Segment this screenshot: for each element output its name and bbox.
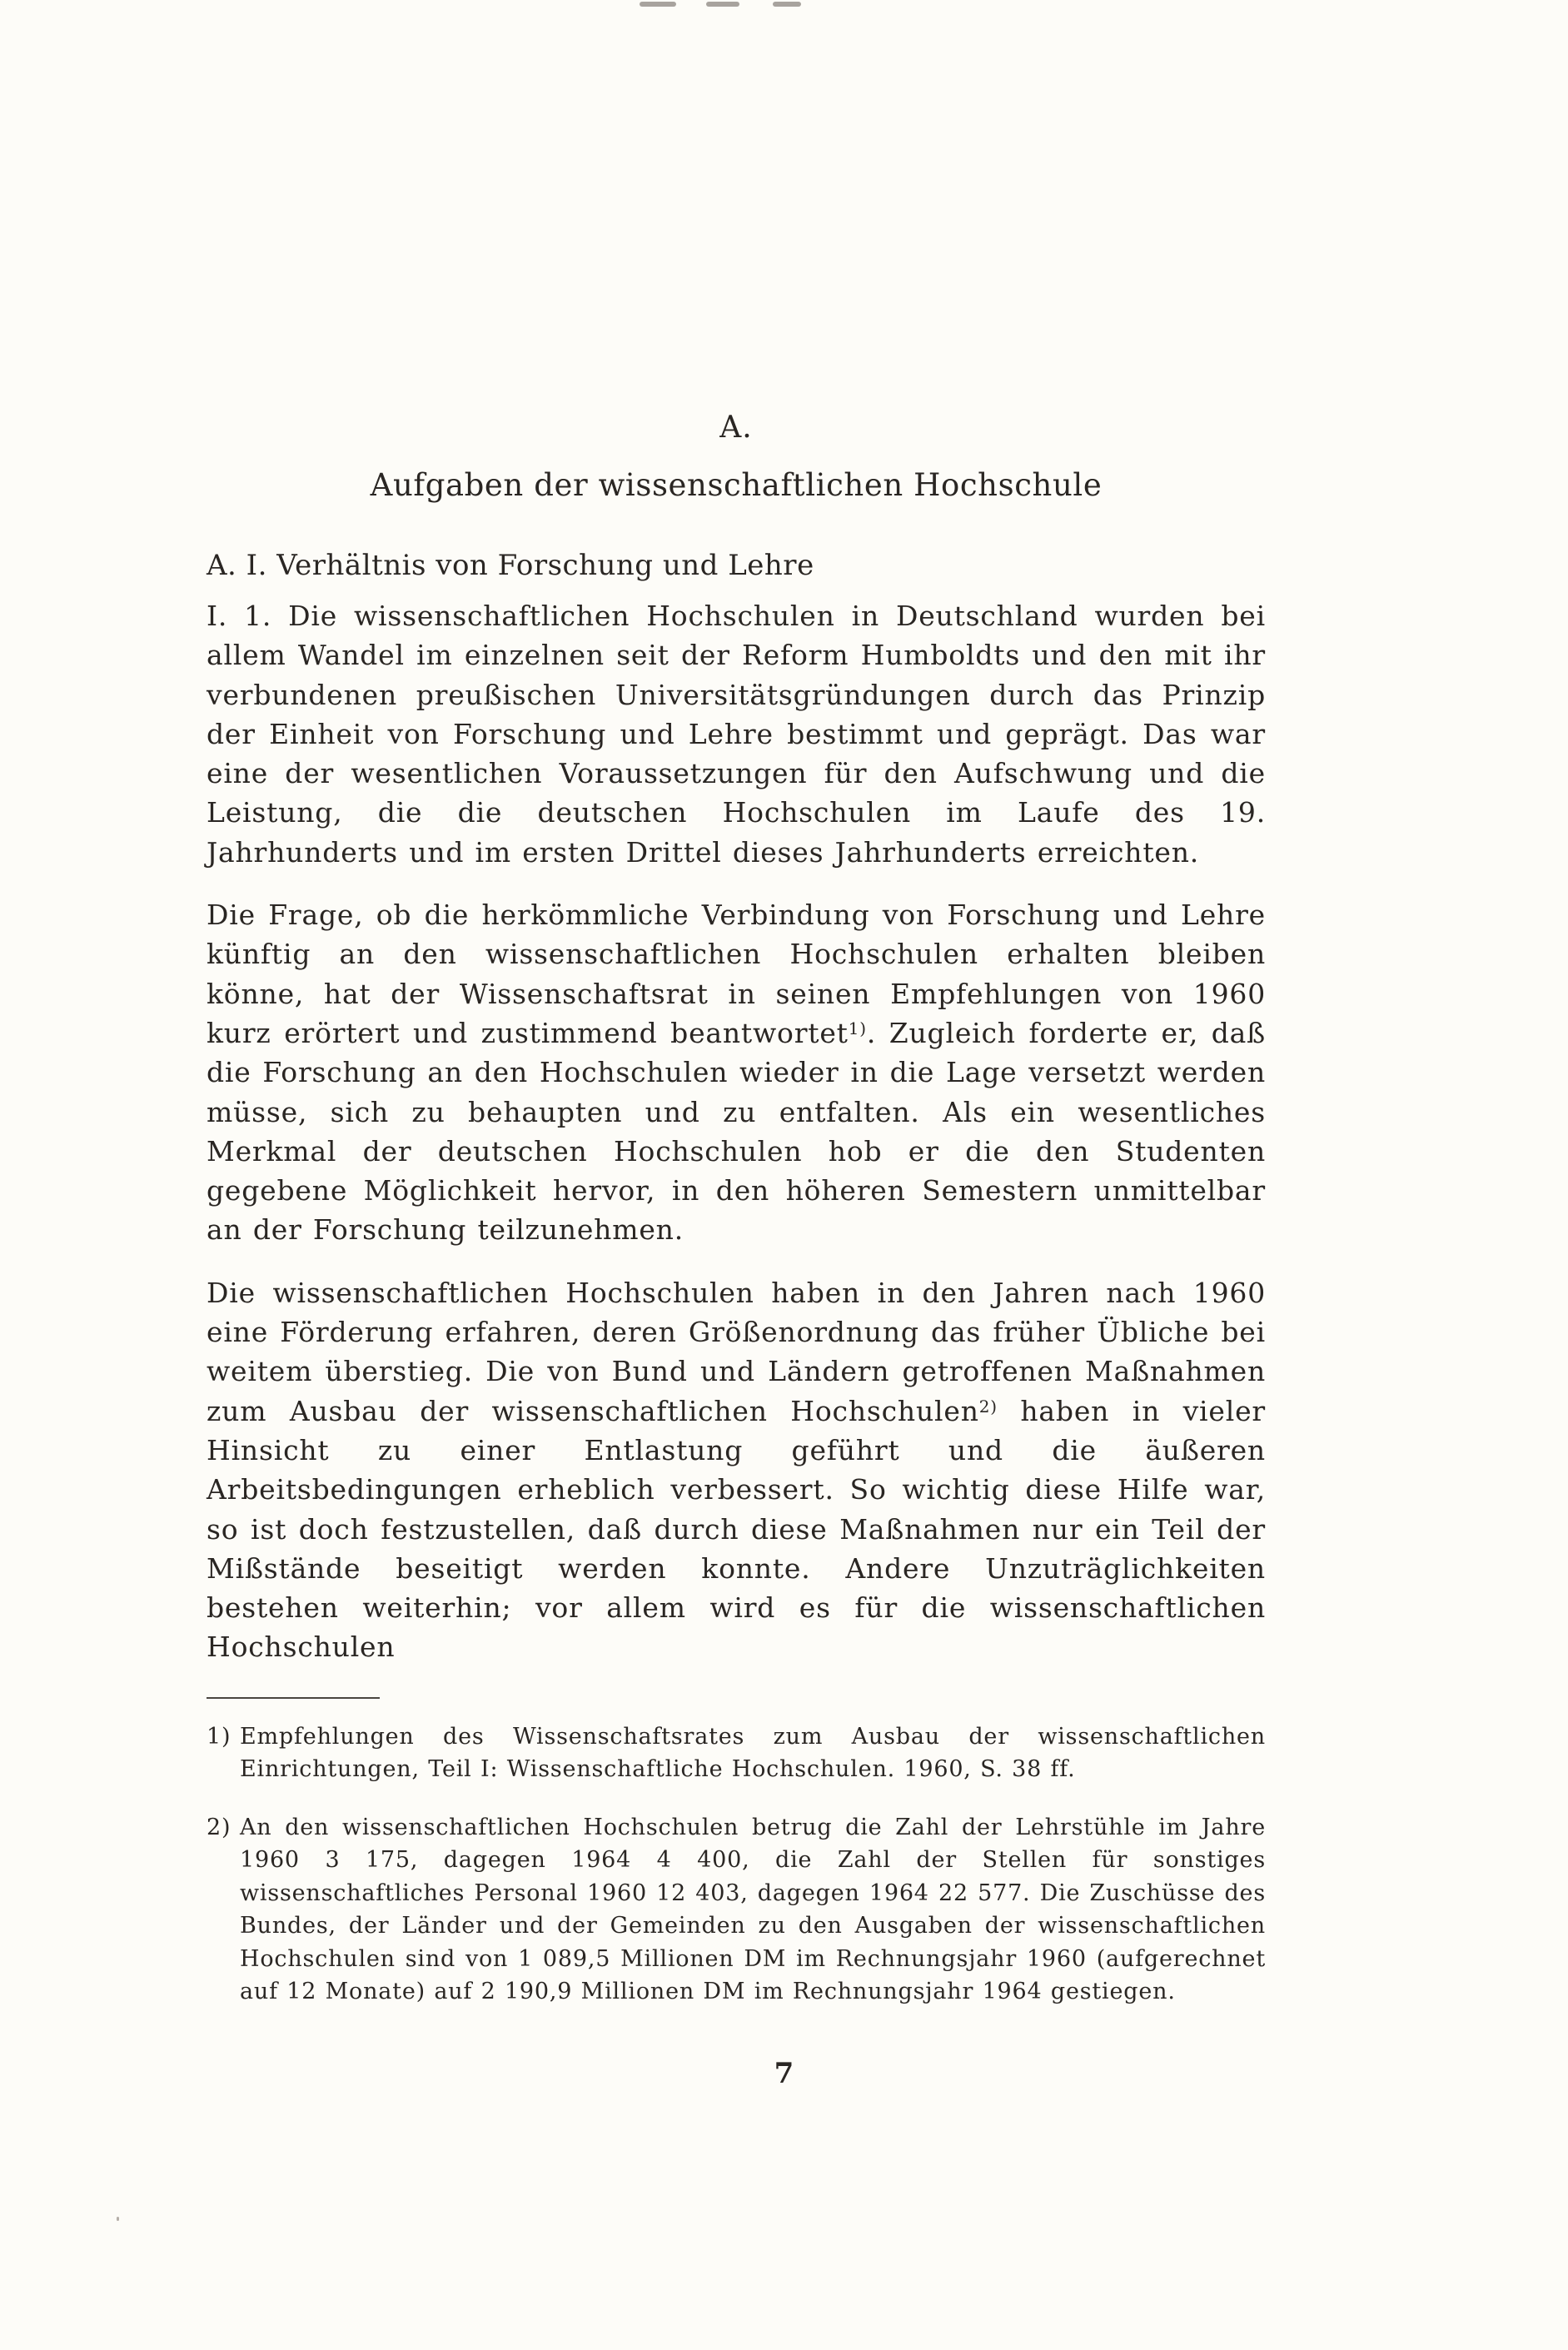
paragraph-2-text-start: Die Frage, ob die herkömmliche Verbindung von Forschung und Lehre künftig an den wissenschaftlichen Hochschulen erhalten bleiben könne, hat der Wissenschaftsrat in seinen Empfehlungen von 1960 kurz erörtert und zustimmend beantwortet: [207, 899, 1266, 1049]
paragraph-3-text-end: haben in vieler Hinsicht zu einer Entlastung geführt und die äußeren Arbeitsbedingungen erheblich verbessert. So wichtig diese Hilfe war, so ist doch festzustellen, daß durch diese Maßnahmen nur ein Teil der Mißstände beseitigt werden konnte. Andere Unzuträglichkeiten bestehen weiterhin; vor allem wird es für die wissenschaftlichen Hochschulen: [207, 1394, 1266, 1664]
footnote-2: [207, 1811, 1266, 2009]
footnote-1: [207, 1720, 1266, 1786]
paragraph-3-text-start: Die wissenschaftlichen Hochschulen haben in den Jahren nach 1960 eine Förderung erfahren, deren Größenordnung das früher Übliche bei weitem überstieg. Die von Bund und Ländern getroffenen Maßnahmen zum Ausbau der wissenschaftlichen Hochschulen: [207, 1276, 1266, 1427]
paragraph-2-text-end: . Zugleich forderte er, daß die Forschung an den Hochschulen wieder in die Lage versetzt werden müsse, sich zu behaupten und zu entfalten. Als ein wesentliches Merkmal der deutschen Hochschulen hob er die den Studenten gegebene Möglichkeit hervor, in den höheren Semestern unmittelbar an der Forschung teilzunehmen.: [207, 1016, 1266, 1247]
page-content: [207, 408, 1266, 2034]
footnote-2-mark: 2): [207, 1814, 231, 1840]
footnote-1-text: Empfehlungen des Wissenschaftsrates zum Ausbau der wissenschaftlichen Einrichtungen, Teil I: Wissenschaftliche Hochschulen. 1960, S. 38 ff.: [240, 1723, 1266, 1783]
footnote-reference-1: 1): [848, 1018, 867, 1038]
paragraph-2: [207, 895, 1266, 1250]
subsection-title: A. I. Verhältnis von Forschung und Lehre: [207, 549, 814, 582]
footnote-reference-2: 2): [978, 1396, 998, 1416]
page-number: 7: [774, 2057, 794, 2090]
section-title: Aufgaben der wissenschaftlichen Hochschule: [370, 467, 1103, 503]
footnote-1-mark: 1): [207, 1723, 231, 1750]
paragraph-1: I. 1. Die wissenschaftlichen Hochschulen in Deutschland wurden bei allem Wandel im einzelnen seit der Reform Humboldts und den mit ihr verbundenen preußischen Universitätsgründungen durch das Prinzip der Einheit von Forschung und Lehre bestimmt und geprägt. Das war eine der wesentlichen Voraussetzungen für den Aufschwung und die Leistung, die die deutschen Hochschulen im Laufe des 19. Jahrhunderts und im ersten Drittel dieses Jahrhunderts erreichten.: [207, 600, 1266, 869]
paper-speck: [117, 2217, 119, 2221]
footnote-2-text: An den wissenschaftlichen Hochschulen betrug die Zahl der Lehrstühle im Jahre 1960 3 175, dagegen 1964 4 400, die Zahl der Stellen für sonstiges wissenschaftliches Personal 1960 12 403, dagegen 1964 22 577. Die Zuschüsse des Bundes, der Länder und der Gemeinden zu den Ausgaben der wissenschaftlichen Hochschulen sind von 1 089,5 Millionen DM im Rechnungsjahr 1960 (aufgerechnet auf 12 Monate) auf 2 190,9 Millionen DM im Rechnungsjahr 1964 gestiegen.: [240, 1814, 1266, 2005]
footnote-divider: [207, 1697, 380, 1699]
paragraph-3: [207, 1273, 1266, 1667]
top-edge-marks: [616, 0, 816, 12]
section-letter: A.: [719, 411, 753, 445]
